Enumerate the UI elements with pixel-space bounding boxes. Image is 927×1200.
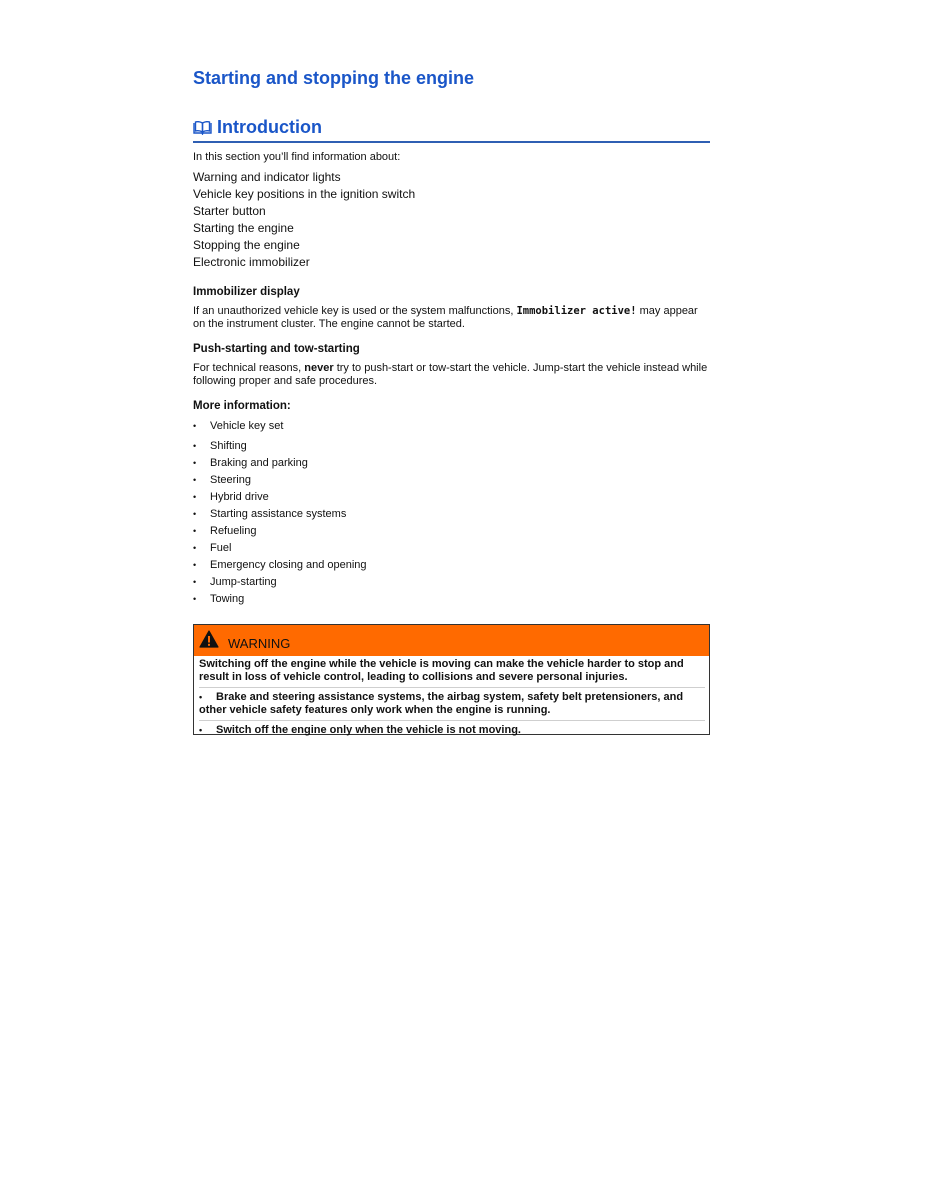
more-info-item[interactable] [193,574,367,591]
bullet: • [193,492,197,502]
more-info-link[interactable]: Braking and parking [210,457,308,469]
more-info-item[interactable] [193,506,367,523]
more-info-link[interactable]: Starting assistance systems [210,508,347,520]
bullet: • [193,543,197,553]
bullet: • [193,458,197,468]
more-info-heading: More information: [193,400,291,412]
more-info-item[interactable] [193,418,367,438]
warning-lead: Switching off the engine while the vehicle is moving can make the vehicle harder to stop and result in loss of vehicle control, leading to collisions and severe personal injuries. [199,658,705,688]
bullet: • [193,475,197,485]
bullet: • [199,725,203,735]
bullet: • [193,421,197,431]
open-book-icon [193,121,212,135]
warning-point [199,724,705,740]
warning-point [199,691,705,721]
more-info-link[interactable]: Towing [210,593,245,605]
topic-item[interactable]: Warning and indicator lights [193,170,341,184]
immobilizer-text-before: If an unauthorized vehicle key is used or the system malfunctions, [193,305,514,317]
bullet: • [193,526,197,536]
topic-item[interactable]: Electronic immobilizer [193,255,310,269]
warning-label: WARNING [228,636,291,651]
bullet: • [193,577,197,587]
topic-item[interactable]: Vehicle key positions in the ignition switch [193,187,416,201]
bullet: • [199,692,203,702]
intro-lead-text: In this section you’ll find information about: [193,151,401,163]
more-info-item[interactable] [193,472,367,489]
more-info-link[interactable]: Steering [210,474,251,486]
warning-body [199,658,705,743]
immobilizer-paragraph [193,305,710,331]
warning-point-text: Brake and steering assistance systems, the airbag system, safety belt pretensioners, and other vehicle safety features only work when the engine is running. [199,691,684,716]
more-info-item[interactable] [193,540,367,557]
more-info-link[interactable]: Emergency closing and opening [210,559,367,571]
more-info-link[interactable]: Refueling [210,525,257,537]
push-starting-heading: Push-starting and tow-starting [193,343,360,355]
warning-header [194,625,709,656]
bullet: • [193,509,197,519]
bullet: • [193,594,197,604]
more-info-list [193,418,367,608]
section-title: Introduction [217,117,322,137]
more-info-item[interactable] [193,557,367,574]
immobilizer-text-after: may appear on the instrument cluster. The engine cannot be started. [193,305,698,330]
immobilizer-message: Immobilizer active! [516,305,637,317]
more-info-item[interactable] [193,523,367,540]
immobilizer-heading: Immobilizer display [193,286,300,298]
push-starting-text-after: try to push-start or tow-start the vehicle. Jump-start the vehicle instead while following proper and safe procedures. [193,362,708,387]
more-info-link[interactable]: Jump-starting [210,576,277,588]
more-info-link[interactable]: Shifting [210,440,247,452]
push-starting-text-before: For technical reasons, [193,362,302,374]
warning-triangle-icon [199,630,219,648]
more-info-link[interactable]: Vehicle key set [210,420,284,432]
bullet: • [193,560,197,570]
more-info-item[interactable] [193,489,367,506]
push-starting-paragraph [193,362,710,388]
more-info-link[interactable]: Fuel [210,542,232,554]
more-info-item[interactable] [193,591,367,608]
page-title: Starting and stopping the engine [193,68,474,88]
bullet: • [193,441,197,451]
push-starting-emphasis: never [304,362,334,374]
more-info-link[interactable]: Hybrid drive [210,491,269,503]
more-info-item[interactable] [193,438,367,455]
warning-point-text: Switch off the engine only when the vehicle is not moving. [216,724,521,736]
topic-item[interactable]: Starter button [193,204,266,218]
topic-item[interactable]: Stopping the engine [193,238,300,252]
topic-item[interactable]: Starting the engine [193,221,294,235]
more-info-item[interactable] [193,455,367,472]
warning-box [193,624,710,735]
introduction-heading [193,117,710,143]
topic-list [193,169,415,271]
